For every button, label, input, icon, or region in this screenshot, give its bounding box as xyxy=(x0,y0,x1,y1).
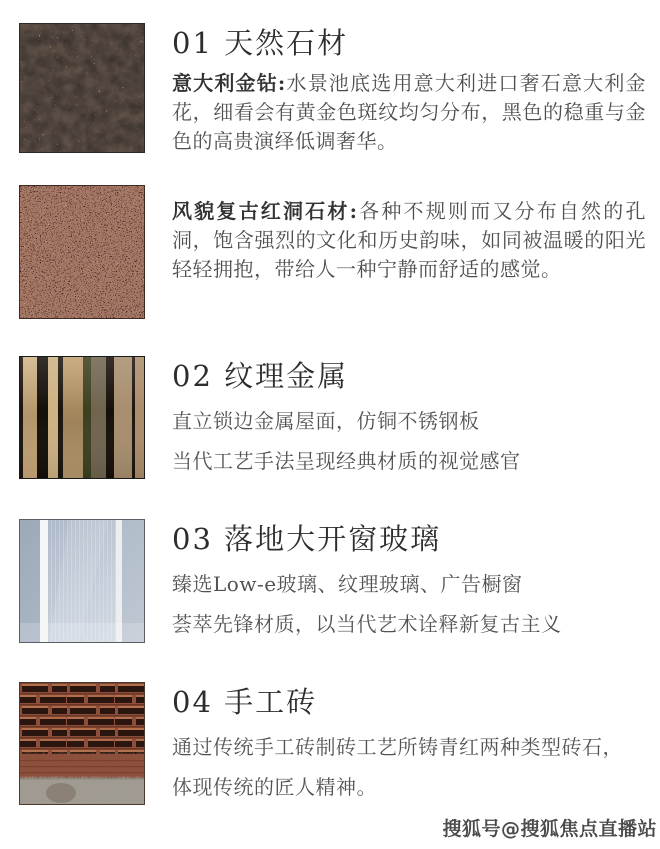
section-paragraph xyxy=(172,69,646,156)
section-glass xyxy=(0,519,660,643)
section-paragraph xyxy=(172,197,646,284)
paragraph-body: 各种不规则而又分布自然的孔洞，饱含强烈的文化和历史韵味，如同被温暖的阳光轻轻拥抱，带给人一种宁静而舒适的感觉。 xyxy=(172,199,646,281)
section-text xyxy=(172,682,646,800)
handmade-brick-wall-image xyxy=(19,682,145,805)
section-heading: 04 手工砖 xyxy=(172,685,318,719)
section-line: 体现传统的匠人精神。 xyxy=(172,775,377,799)
retro-red-hole-stone-image xyxy=(19,185,145,319)
paragraph-lead: 意大利金钻: xyxy=(172,71,286,95)
textured-metal-strips-image xyxy=(19,356,145,479)
section-line: 通过传统手工砖制砖工艺所铸青红两种类型砖石， xyxy=(172,735,623,759)
section-heading: 01 天然石材 xyxy=(172,26,349,60)
section-natural-stone xyxy=(0,23,660,156)
floor-to-ceiling-glass-image xyxy=(19,519,145,643)
paragraph-body: 水景池底选用意大利进口奢石意大利金花，细看会有黄金色斑纹均匀分布，黑色的稳重与金色的高贵演绎低调奢华。 xyxy=(172,71,647,153)
section-text xyxy=(172,519,646,637)
section-line: 当代工艺手法呈现经典材质的视觉感官 xyxy=(172,449,521,473)
section-text xyxy=(172,185,646,284)
section-heading: 03 落地大开窗玻璃 xyxy=(172,522,442,556)
section-red-stone xyxy=(0,185,660,319)
section-handmade-brick xyxy=(0,682,660,805)
section-heading: 02 纹理金属 xyxy=(172,359,349,393)
sohu-watermark: 搜狐号@搜狐焦点直播站 xyxy=(442,818,657,840)
section-text xyxy=(172,356,646,474)
section-text xyxy=(172,23,646,156)
section-line: 荟萃先锋材质，以当代艺术诠释新复古主义 xyxy=(172,612,562,636)
paragraph-lead: 风貌复古红洞石材: xyxy=(172,199,358,223)
section-line: 直立锁边金属屋面，仿铜不锈钢板 xyxy=(172,409,480,433)
section-line: 臻选Low-e玻璃、纹理玻璃、广告橱窗 xyxy=(172,572,523,596)
section-textured-metal xyxy=(0,356,660,479)
italian-gold-granite-image xyxy=(19,23,145,153)
